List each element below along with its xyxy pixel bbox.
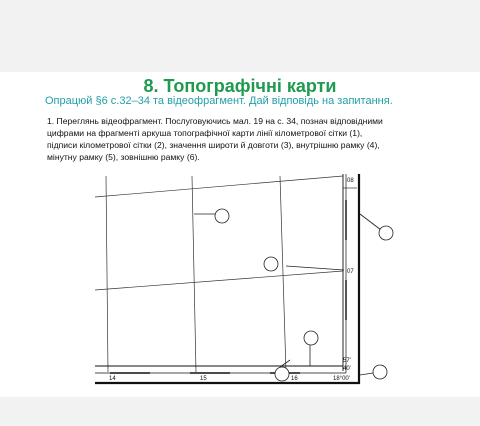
grid-label: 16 [291,376,298,382]
grid-label: 08 [347,178,354,184]
lat-label: 57' [343,358,351,364]
km-grid-line [280,176,286,372]
grid-label: 07 [347,269,354,275]
answer-circle[interactable] [275,367,289,381]
lon-label: 18°00' [333,376,350,382]
grid-label: 15 [200,376,207,382]
answer-circle[interactable] [215,209,229,223]
slide-title: 8. Топографічні карти [143,76,337,96]
answer-circle[interactable] [304,331,318,345]
answer-circle[interactable] [379,226,393,240]
km-grid-line [192,176,196,372]
km-grid-line [95,271,343,290]
grid-label: 14 [109,376,116,382]
lat-label: 40' [343,366,351,372]
task-line: 1. Переглянь відеофрагмент. Послуговуючись мал. 19 на с. 34, познач відповідними [47,116,383,126]
km-grid-line [106,176,108,372]
task-line: мінутну рамку (5), зовнішню рамку (6). [47,152,200,162]
slide-subtitle: Опрацюй §6 с.32–34 та відеофрагмент. Дай відповідь на запитання. [45,95,393,107]
task-line: підписи кілометрової сітки (2), значення широти й довготи (3), внутрішню рамку (4), [47,140,380,150]
km-grid-line [95,176,343,197]
answer-circle[interactable] [373,365,387,379]
minute-frame-ticks [110,200,346,373]
task-line: цифрами на фрагменті аркуша топографічної карти лінії кілометрової сітки (1), [47,128,363,138]
answer-circle[interactable] [264,257,278,271]
